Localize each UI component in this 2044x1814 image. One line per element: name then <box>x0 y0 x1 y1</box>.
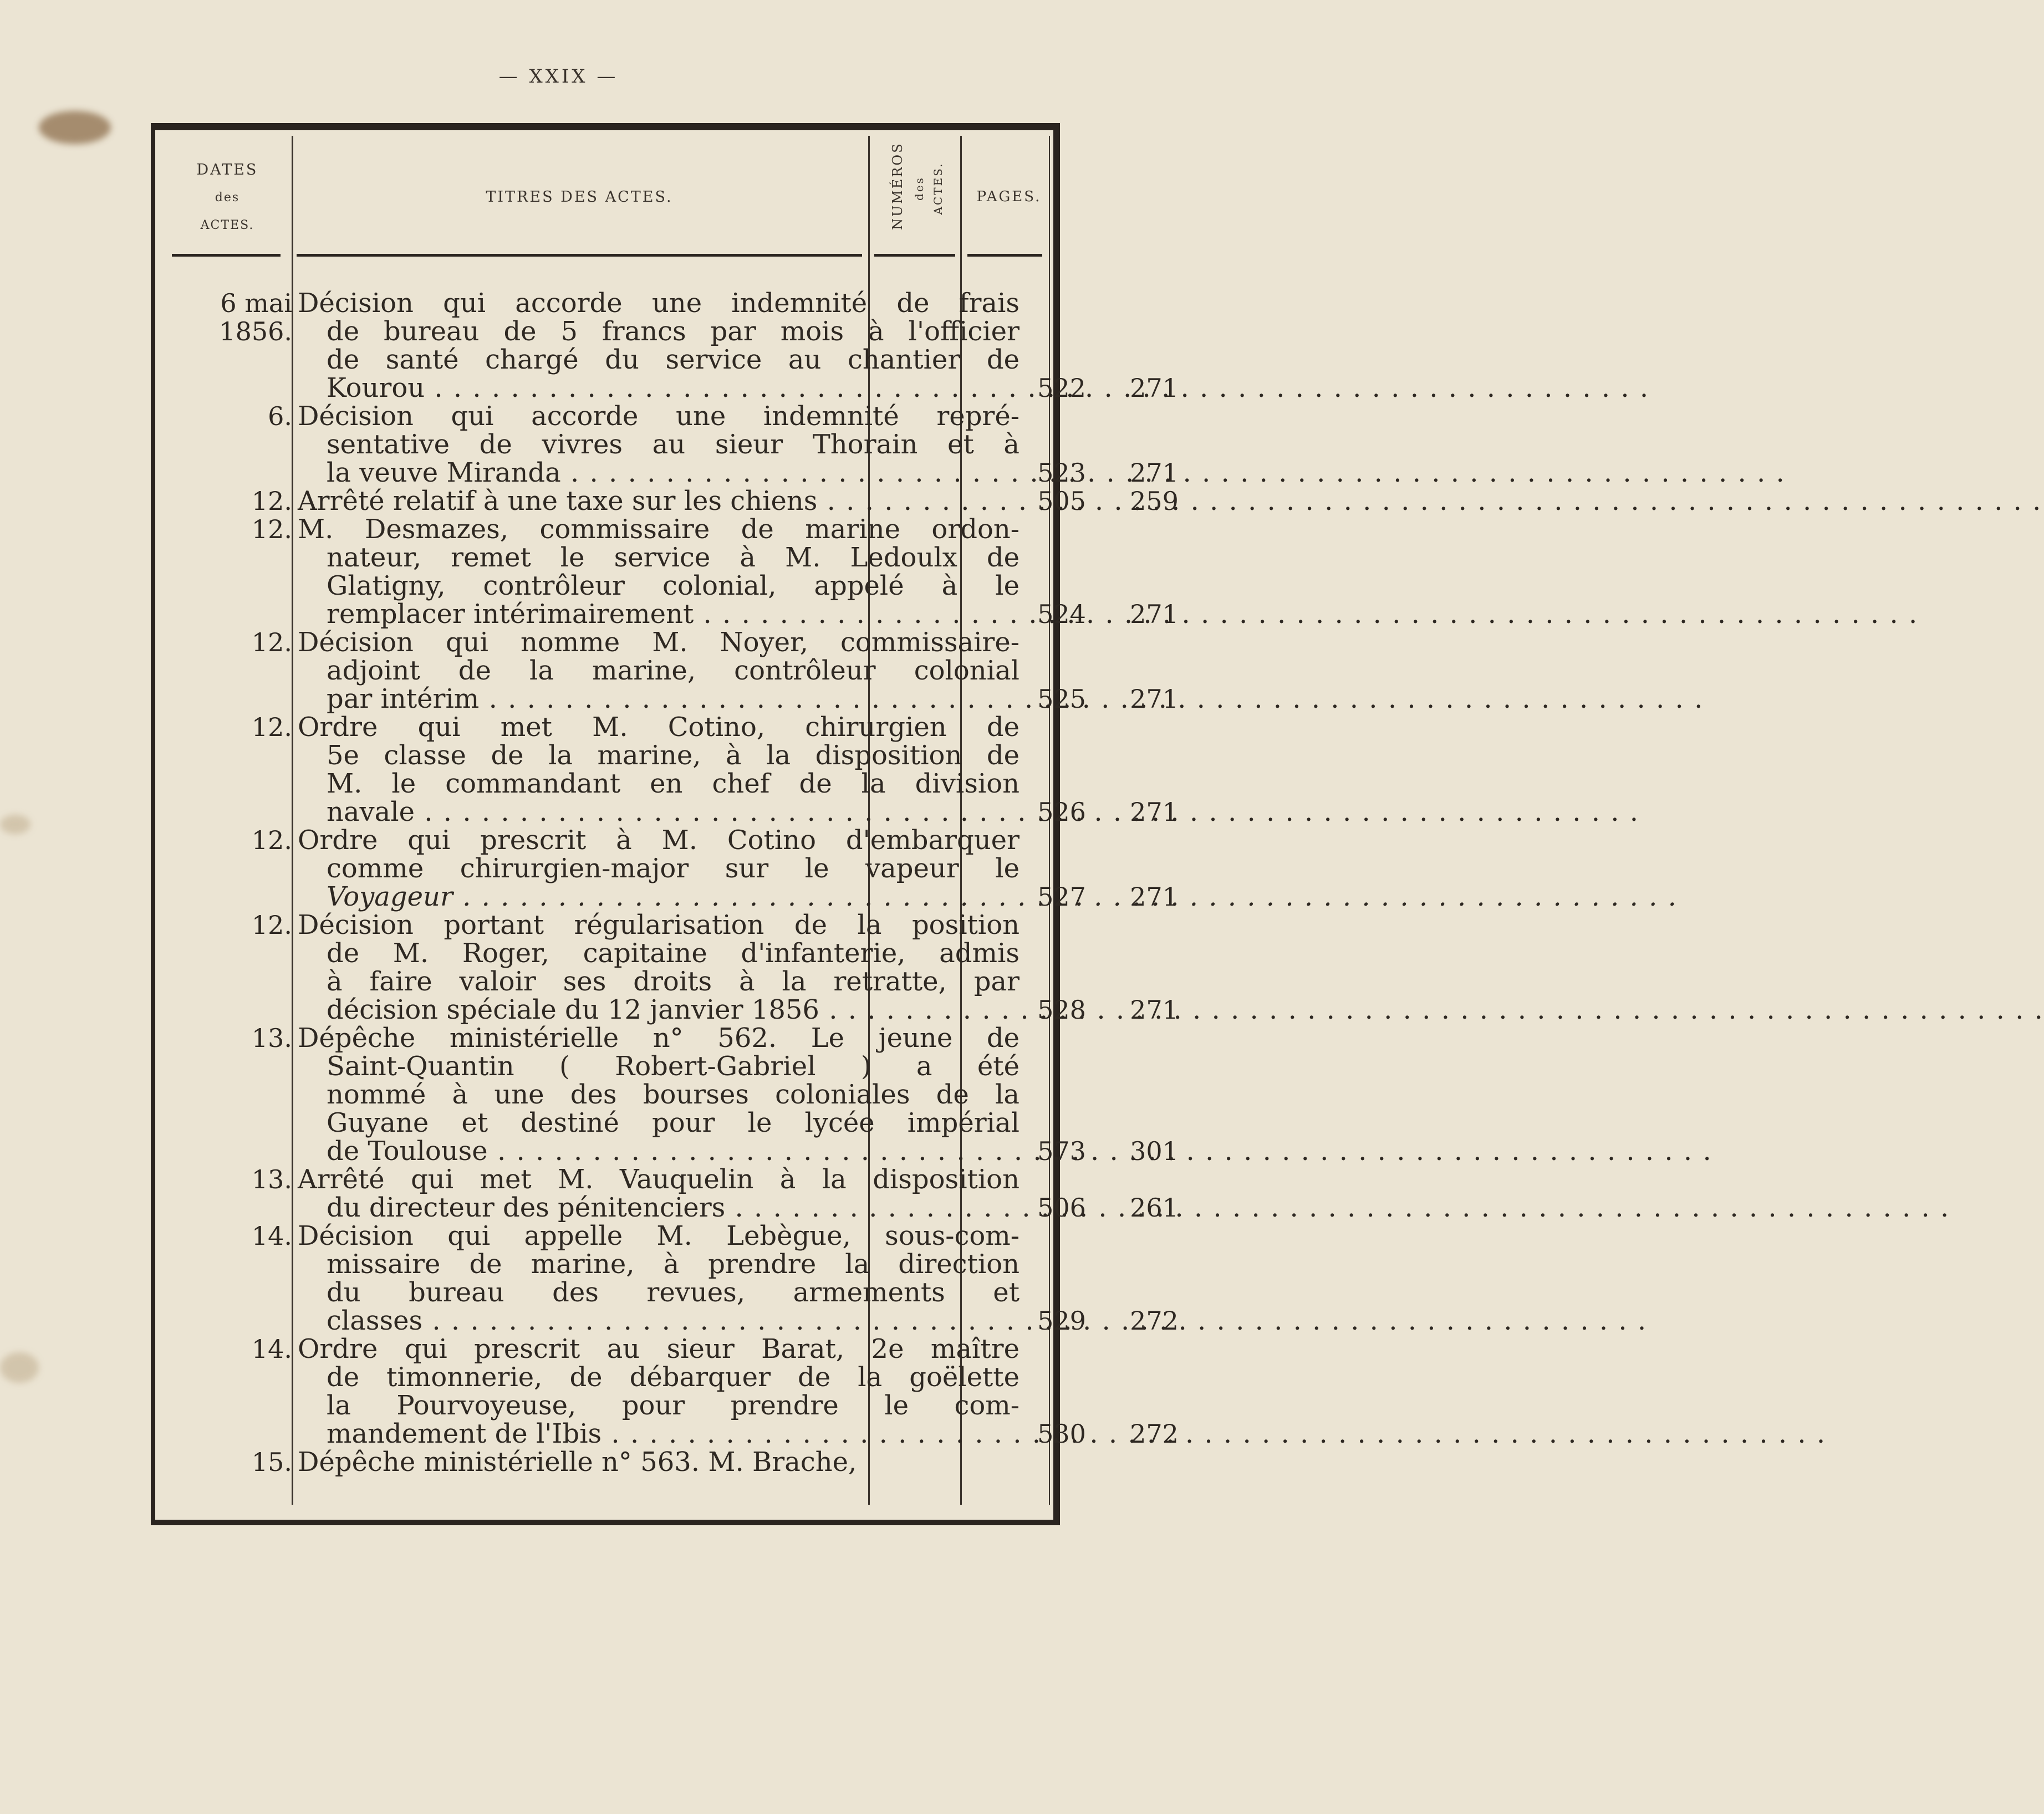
row-date-line: 12. <box>251 825 292 855</box>
row-date-line: 12. <box>251 712 292 742</box>
row-date <box>179 515 298 544</box>
row-date <box>179 289 298 346</box>
row-title-line: nommé à une des bourses coloniales de la <box>327 1079 1020 1110</box>
row-title <box>298 1335 1020 1448</box>
row-page: 271 <box>1130 373 1179 403</box>
row-title <box>298 515 1020 628</box>
row-act-number: 528 <box>1037 995 1086 1025</box>
row-title <box>298 628 1020 713</box>
row-page: 272 <box>1130 1419 1179 1449</box>
row-title-line: remplacer intérimairement . . . <box>298 600 1020 628</box>
row-date <box>179 1335 298 1363</box>
row-act-number: 526 <box>1037 797 1086 827</box>
header-numbers-3: ACTES. <box>931 162 945 215</box>
paper-stain <box>0 815 30 834</box>
row-title-line: Décision qui nomme M. Noyer, commissaire- <box>298 627 1020 658</box>
row-act-number: 527 <box>1037 882 1086 912</box>
row-title-line: 5e classe de la marine, à la disposition de <box>327 740 1020 771</box>
row-title-line: M. Desmazes, commissaire de marine ordon- <box>298 514 1020 545</box>
row-date-line: 14. <box>251 1334 292 1364</box>
header-rule-pages <box>967 254 1042 257</box>
row-title-line: Ordre qui prescrit au sieur Barat, 2e maître <box>298 1333 1020 1365</box>
header-titles: TITRES DES ACTES. <box>486 188 673 206</box>
row-title-line: Ordre qui prescrit à M. Cotino d'embarquer <box>298 825 1020 856</box>
header-dates-line-2: des <box>215 191 240 205</box>
header-dates <box>177 156 277 239</box>
row-title-line: de timonnerie, de débarquer de la goëlette <box>327 1362 1020 1393</box>
row-title-line: de bureau de 5 francs par mois à l'officier <box>327 316 1020 347</box>
row-title <box>298 487 1020 515</box>
row-title <box>298 713 1020 826</box>
row-title-line: sentative de vivres au sieur Thorain et à <box>327 429 1020 460</box>
row-page: 271 <box>1130 882 1179 912</box>
row-date-line: 12. <box>251 514 292 544</box>
row-title-line: Décision portant régularisation de la position <box>298 909 1020 941</box>
row-act-number: 506 <box>1037 1193 1086 1223</box>
row-title-line: de santé chargé du service au chantier de <box>327 344 1020 375</box>
row-date-line: 12. <box>251 627 292 657</box>
row-title-line: du bureau des revues, armements et <box>327 1277 1020 1308</box>
header-numbers-2: des <box>913 176 926 201</box>
row-title-line: M. le commandant en chef de la division <box>327 768 1020 799</box>
row-date-line: 13. <box>251 1023 292 1053</box>
header-numbers-1: NUMÉROS <box>890 142 905 230</box>
row-title-line: Saint-Quantin ( Robert-Gabriel ) a été <box>327 1051 1020 1082</box>
row-date-line: 6. <box>268 401 292 431</box>
row-page: 271 <box>1130 458 1179 488</box>
row-title-line: Décision qui appelle M. Lebègue, sous-com- <box>298 1220 1020 1251</box>
ink-stain <box>39 111 111 144</box>
row-act-number: 505 <box>1037 486 1086 516</box>
row-title-line: adjoint de la marine, contrôleur colonial <box>327 655 1020 686</box>
row-title-line: Dépêche ministérielle n° 562. Le jeune de <box>298 1023 1020 1054</box>
row-title-line: décision spéciale du 12 janvier 1856 . . . <box>298 996 1020 1024</box>
row-title-line: Voyageur . . . <box>298 883 1020 911</box>
header-dates-line-1: DATES <box>196 161 258 178</box>
row-title-line: Décision qui accorde une indemnité repré- <box>298 401 1020 432</box>
row-date <box>179 713 298 742</box>
row-date <box>179 1024 298 1052</box>
row-title-line: classes . . . <box>298 1307 1020 1335</box>
row-page: 259 <box>1130 486 1179 516</box>
row-title <box>298 1024 1020 1166</box>
row-page: 272 <box>1130 1306 1179 1336</box>
row-page: 271 <box>1130 599 1179 629</box>
header-rule-numbers <box>874 254 955 257</box>
row-title-line: de Toulouse . . . <box>298 1137 1020 1166</box>
header-rule-dates <box>172 254 281 257</box>
row-title <box>298 1166 1020 1222</box>
row-title-line: missaire de marine, à prendre la direction <box>327 1249 1020 1280</box>
page-number: — XXIX — <box>498 65 619 88</box>
header-dates-line-3: ACTES. <box>200 218 254 232</box>
row-date-line: 6 mai <box>220 288 292 318</box>
row-act-number: 523 <box>1037 458 1086 488</box>
row-title-line: Kourou . . . <box>298 374 1020 402</box>
row-title <box>298 402 1020 487</box>
row-title-line: à faire valoir ses droits à la retratte, par <box>327 966 1020 997</box>
row-title-line: navale . . . <box>298 798 1020 826</box>
row-date <box>179 1448 298 1476</box>
row-date-line: 14. <box>251 1221 292 1251</box>
row-title-line: nateur, remet le service à M. Ledoulx de <box>327 542 1020 573</box>
row-date-line: 12. <box>251 486 292 516</box>
row-date <box>179 402 298 431</box>
row-act-number: 522 <box>1037 373 1086 403</box>
row-act-number: 573 <box>1037 1136 1086 1166</box>
row-title-line: Arrêté qui met M. Vauquelin à la disposition <box>298 1164 1020 1195</box>
row-page: 271 <box>1130 684 1179 714</box>
row-page: 271 <box>1130 995 1179 1025</box>
row-date <box>179 1166 298 1194</box>
row-date-line: 15. <box>251 1447 292 1477</box>
row-act-number: 530 <box>1037 1419 1086 1449</box>
row-act-number: 529 <box>1037 1306 1086 1336</box>
row-title <box>298 911 1020 1024</box>
paper-stain <box>0 1352 39 1383</box>
row-title-line: mandement de l'Ibis . . . <box>298 1420 1020 1448</box>
row-title-line: du directeur des pénitenciers . . . <box>298 1194 1020 1222</box>
row-title <box>298 1448 1020 1476</box>
row-title-line: Arrêté relatif à une taxe sur les chiens . . . <box>298 487 1020 515</box>
row-title <box>298 826 1020 911</box>
row-page: 261 <box>1130 1193 1179 1223</box>
row-title-line: Dépêche ministérielle n° 563. M. Brache, <box>298 1447 857 1478</box>
row-act-number: 525 <box>1037 684 1086 714</box>
row-title-line: la veuve Miranda . . . <box>298 459 1020 487</box>
row-act-number: 524 <box>1037 599 1086 629</box>
row-title <box>298 1222 1020 1335</box>
row-title-line: Guyane et destiné pour le lycée impérial <box>327 1107 1020 1138</box>
row-date <box>179 1222 298 1250</box>
row-title <box>298 289 1020 402</box>
row-date-line: 1856. <box>219 316 292 346</box>
row-title-line: de M. Roger, capitaine d'infanterie, admis <box>327 938 1020 969</box>
row-page: 301 <box>1130 1136 1179 1166</box>
row-date <box>179 911 298 939</box>
row-date <box>179 826 298 855</box>
header-pages: PAGES. <box>976 188 1042 205</box>
row-date <box>179 487 298 515</box>
row-date-line: 12. <box>251 910 292 940</box>
row-title-line: Glatigny, contrôleur colonial, appelé à le <box>327 570 1020 601</box>
row-page: 271 <box>1130 797 1179 827</box>
row-title-line: comme chirurgien-major sur le vapeur le <box>327 853 1020 884</box>
row-date-line: 13. <box>251 1164 292 1194</box>
row-title-line: Décision qui accorde une indemnité de frais <box>298 288 1020 319</box>
row-title-line: Ordre qui met M. Cotino, chirurgien de <box>298 712 1020 743</box>
row-date <box>179 628 298 657</box>
header-rule-titles <box>297 254 862 257</box>
row-title-line: par intérim . . . <box>298 685 1020 713</box>
row-title-line: la Pourvoyeuse, pour prendre le com- <box>327 1390 1020 1421</box>
